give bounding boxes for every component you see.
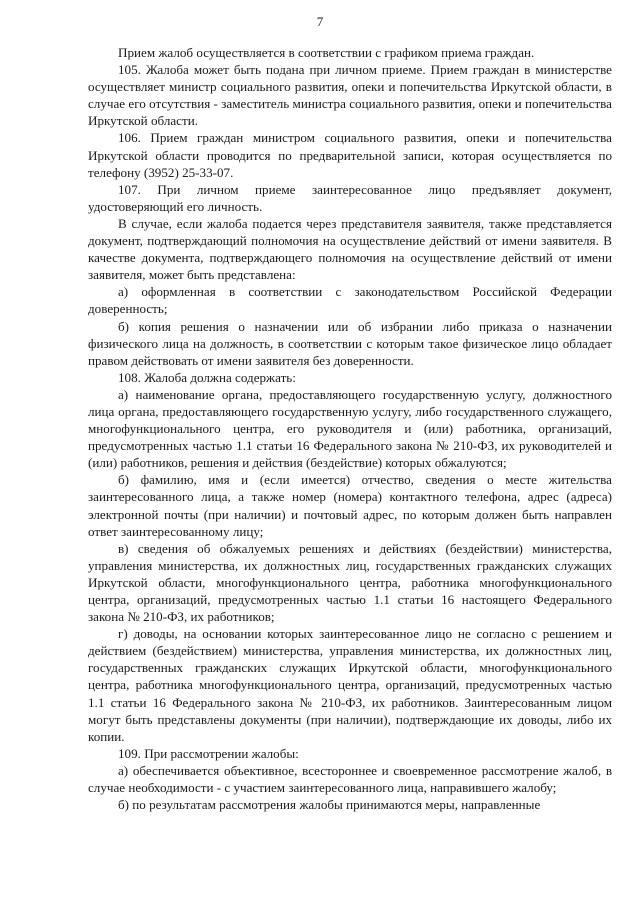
- paragraph: а) обеспечивается объективное, всестороннее и своевременное рассмотрение жалоб, в случае необходимости - с участием заинтересованного лица, направившего жалобу;: [88, 762, 612, 796]
- paragraph: 107. При личном приеме заинтересованное лицо предъявляет документ, удостоверяющий его личность.: [88, 181, 612, 214]
- paragraph: 109. При рассмотрении жалобы:: [118, 745, 299, 761]
- paragraph: 105. Жалоба может быть подана при личном приеме. Прием граждан в министерстве осуществляет министр социального развития, опеки и попечительства Иркутской области, в случае его отсутствия - заместитель министра социального развития, опеки и попечительства Иркутской области.: [88, 62, 612, 129]
- paragraph: Прием жалоб осуществляется в соответствии с графиком приема граждан.: [118, 45, 535, 60]
- paragraph: г) доводы, на основании которых заинтересованное лицо не согласно с решением и действием (бездействием) министерства, управления министерства, их должностных лиц, государственных гражданских служащих Иркутской области, многофункционального центра, работника многофункционального центра, организаций, предусмотренных частью 1.1 статьи 16 Федерального закона № 210-ФЗ, их работников. Заинтересованным лицом могут быть представлены документы (при наличии), подтверждающие их доводы, либо их копии.: [88, 626, 612, 744]
- paragraph: б) копия решения о назначении или об избрании либо приказа о назначении физического лица на должность, в соответствии с которым такое физическое лицо обладает правом действовать от имени заявителя без доверенности.: [88, 318, 612, 368]
- page-number: 7: [316, 14, 324, 29]
- document-body: [88, 44, 612, 813]
- paragraph: б) по результатам рассмотрения жалобы принимаются меры, направленные: [118, 797, 541, 813]
- paragraph: В случае, если жалоба подается через представителя заявителя, также представляется документ, подтверждающий полномочия на осуществление действий от имени заявителя. В качестве документа, подтверждающего полномочия на осуществление действий от имени заявителя, может быть представлена:: [88, 215, 612, 283]
- paragraph: 108. Жалоба должна содержать:: [118, 369, 296, 385]
- paragraph: а) наименование органа, предоставляющего государственную услугу, должностного лица органа, предоставляющего государственную услугу, либо государственного служащего, многофункционального центра, его руководителя и (или) работника, организаций, предусмотренных частью 1.1 статьи 16 Федерального закона № 210-ФЗ, их руководителей и (или) работников, решения и действия (бездействие) которых обжалуются;: [88, 386, 612, 471]
- paragraph: а) оформленная в соответствии с законодательством Российской Федерации доверенность;: [88, 284, 612, 317]
- paragraph: 106. Прием граждан министром социального развития, опеки и попечительства Иркутской области проводится по предварительной записи, которая осуществляется по телефону (3952) 25-33-07.: [88, 130, 612, 180]
- paragraph: б) фамилию, имя и (если имеется) отчество, сведения о месте жительства заинтересованного лица, а также номер (номера) контактного телефона, адрес (адреса) электронной почты (при наличии) и почтовый адрес, по которым должен быть направлен ответ заинтересованному лицу;: [88, 472, 612, 539]
- paragraph: в) сведения об обжалуемых решениях и действиях (бездействии) министерства, управления министерства, их должностных лиц, государственных гражданских служащих Иркутской области, многофункционального центра, работника многофункционального центра, организаций, предусмотренных частью 1.1 статьи 16 настоящего Федерального закона № 210-ФЗ, их работников;: [88, 540, 612, 625]
